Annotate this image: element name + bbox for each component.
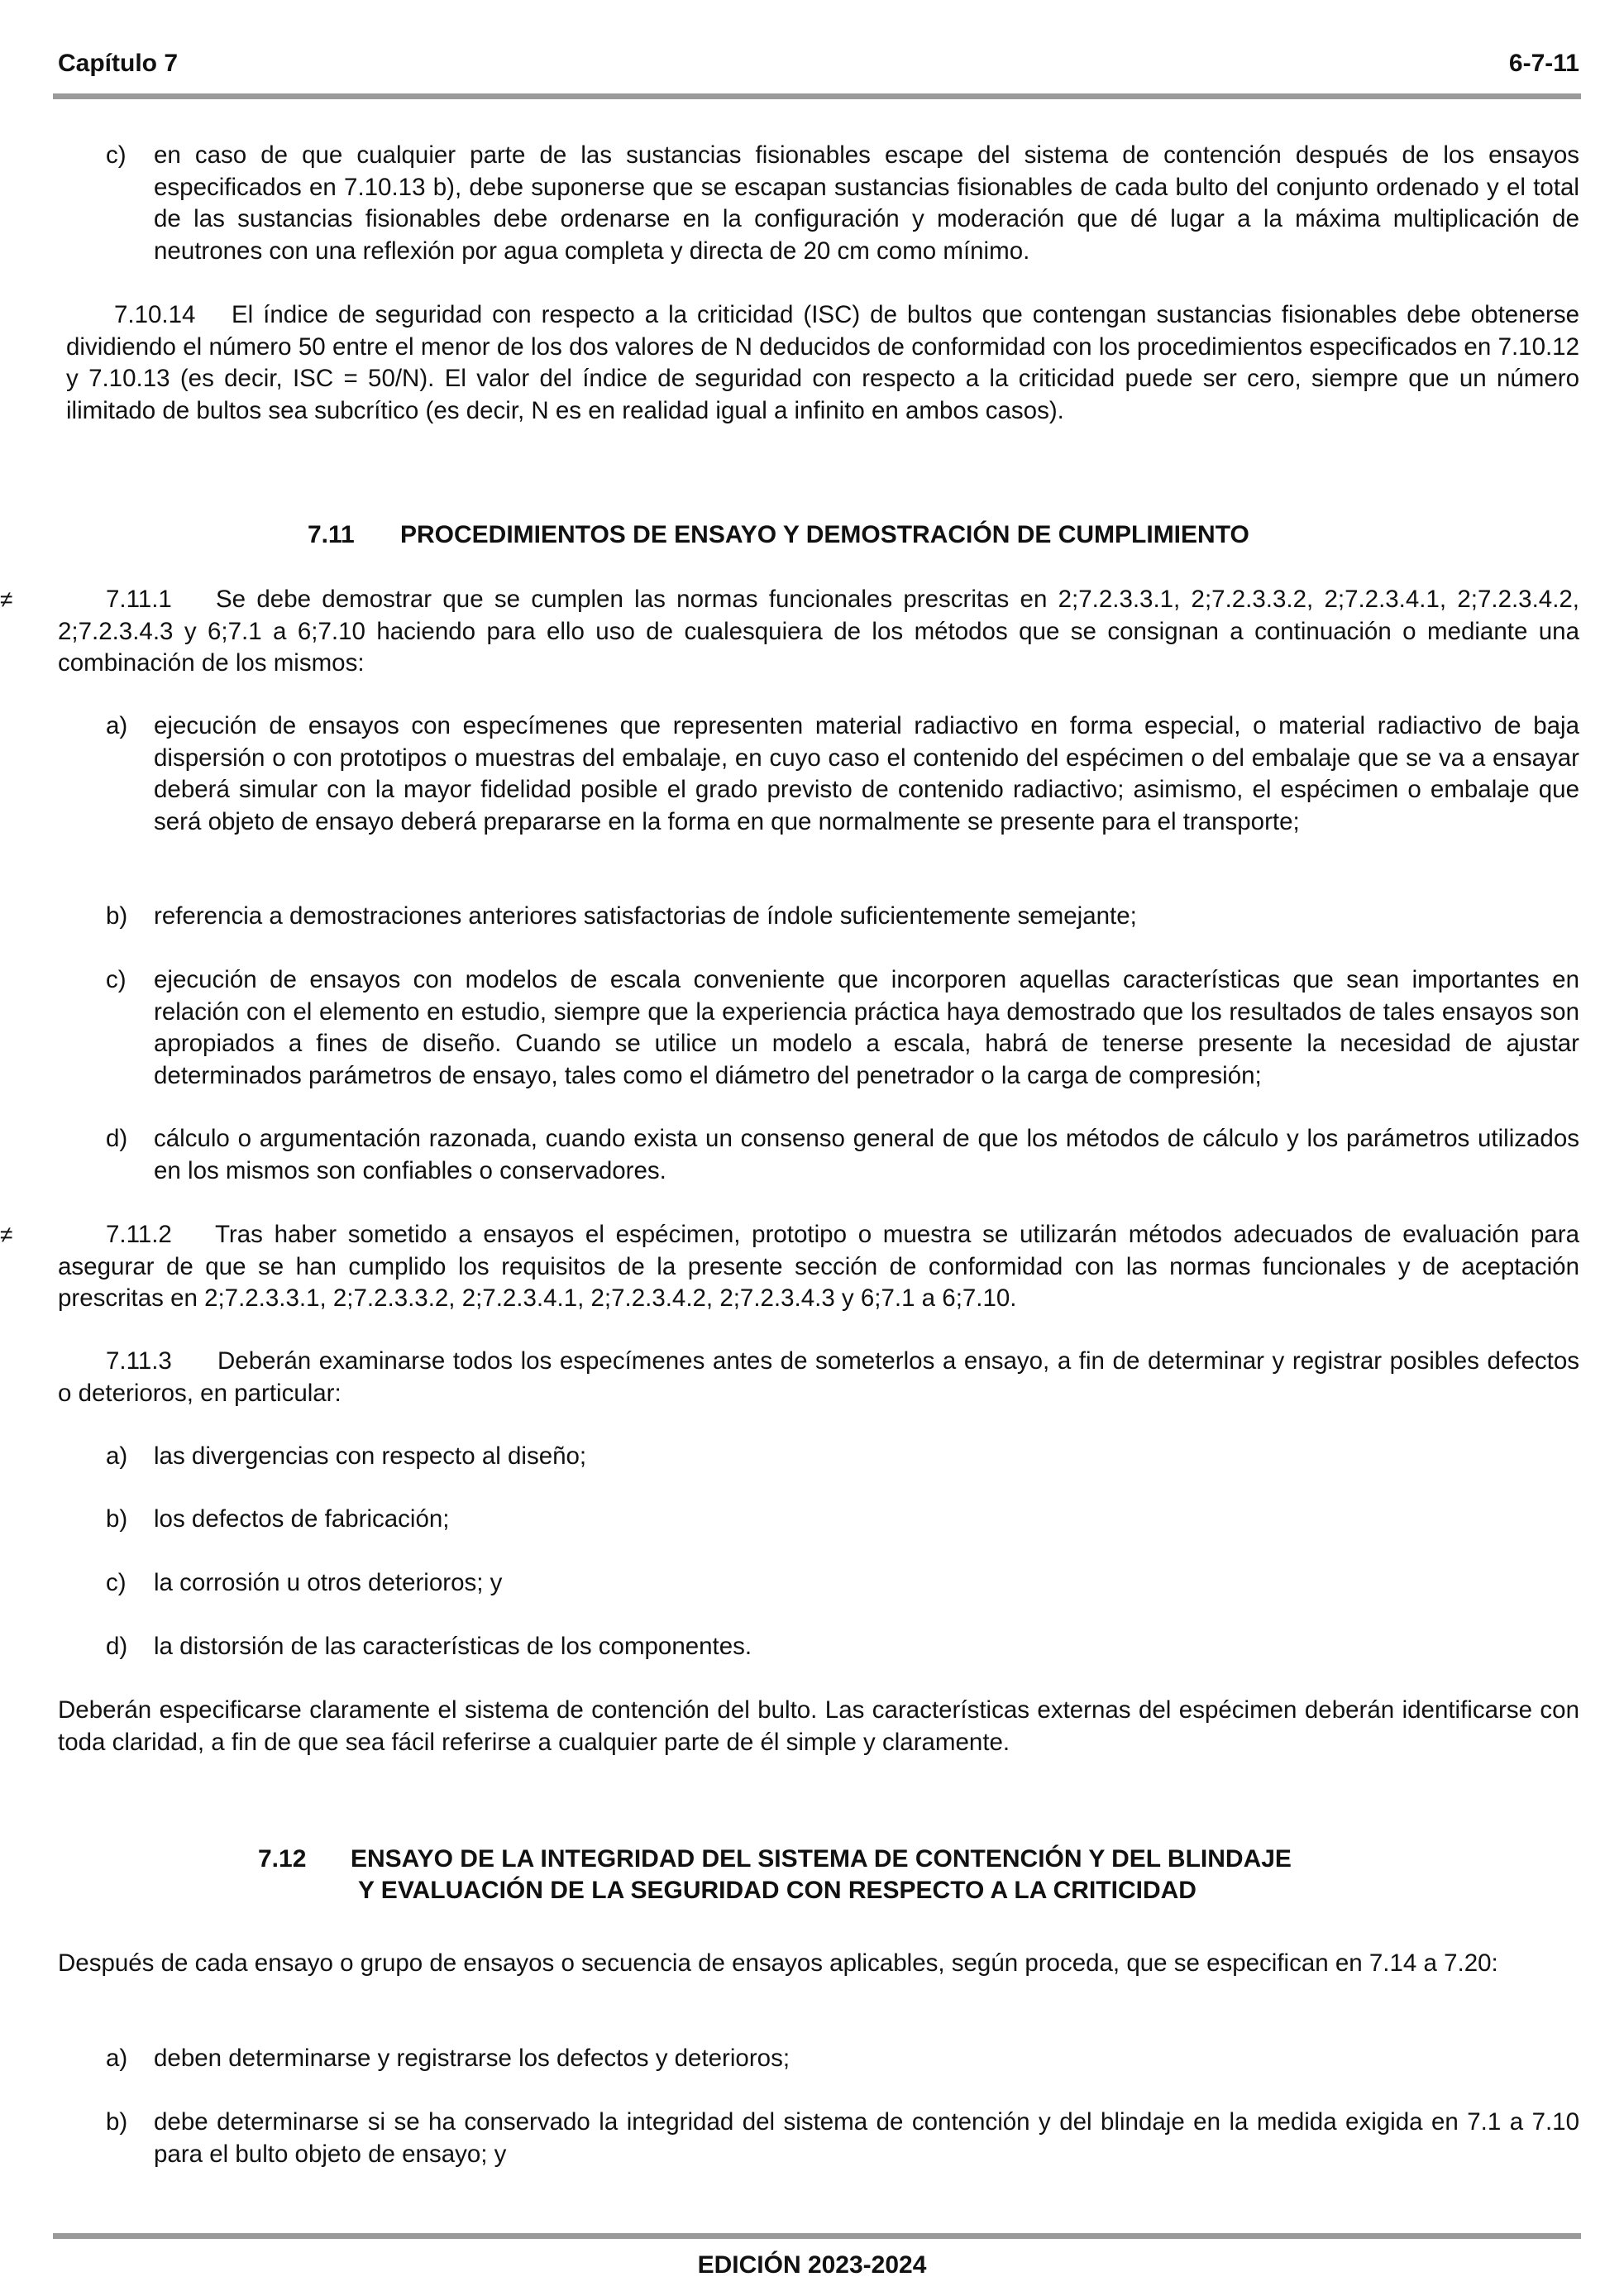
list-item	[106, 901, 1579, 933]
list-item-text: ejecución de ensayos con especímenes que representen material radiactivo en forma especial, o material radiactivo de baja dispersión o con prototipos o muestras del embalaje, en cuyo caso el contenido del espécimen o del embalaje que se va a ensayar deberá simular con la mayor fidelidad posible el grado previsto de contenido radiactivo; asimismo, el espécimen o embalaje que será objeto de ensayo deberá prepararse en la forma en que normalmente se presente para el transporte;	[154, 712, 1579, 835]
page-header	[58, 48, 1579, 79]
paragraph-number: 7.11.1	[106, 586, 172, 613]
list-item	[106, 710, 1579, 838]
list-item-text: los defectos de fabricación;	[154, 1505, 450, 1533]
list-item-text: debe determinarse si se ha conservado la integridad del sistema de contención y del blindaje en la medida exigida en 7.1 a 7.10 para el bulto objeto de ensayo; y	[154, 2108, 1579, 2168]
paragraph-number: 7.11.3	[106, 1347, 172, 1375]
paragraph-number: 7.11.2	[106, 1221, 172, 1248]
paragraph-7-11-3	[58, 1346, 1579, 1409]
closing-paragraph: Deberán especificarse claramente el sistema de contención del bulto. Las características externas del espécimen deberán identificarse con toda claridad, a fin de que sea fácil referirse a cualquier parte de él simple y claramente.	[58, 1696, 1579, 1756]
list-item-label: a)	[106, 2045, 128, 2072]
list-item-text: la corrosión u otros deterioros; y	[154, 1569, 503, 1596]
section-title-line-2: Y EVALUACIÓN DE LA SEGURIDAD CON RESPECTO A LA CRITICIDAD	[358, 1877, 1197, 1904]
list-item	[106, 140, 1579, 267]
list-item-label: a)	[106, 1442, 128, 1470]
paragraph-7-11-1	[58, 584, 1579, 680]
list-item-text: la distorsión de las características de los componentes.	[154, 1633, 752, 1660]
edition-label: EDICIÓN 2023-2024	[697, 2251, 927, 2279]
list-item-text: referencia a demostraciones anteriores satisfactorias de índole suficientemente semejante;	[154, 902, 1137, 930]
list-item-label: a)	[106, 712, 128, 739]
footer-rule	[53, 2233, 1581, 2239]
list-item	[106, 2107, 1579, 2170]
section-title: PROCEDIMIENTOS DE ENSAYO Y DEMOSTRACIÓN DE CUMPLIMIENTO	[400, 521, 1249, 548]
page-reference: 6-7-11	[1508, 50, 1579, 77]
paragraph-number: 7.10.14	[114, 301, 196, 328]
change-mark: ≠	[0, 1222, 13, 1247]
chapter-title: Capítulo 7	[58, 50, 179, 77]
intro-paragraph-7-12: Después de cada ensayo o grupo de ensayos o secuencia de ensayos aplicables, según proceda, que se especifican en 7.14 a 7.20:	[58, 1949, 1498, 1977]
list-item-label: c)	[106, 966, 127, 993]
list-item-text: en caso de que cualquier parte de las sustancias fisionables escape del sistema de contención después de los ensayos especificados en 7.10.13 b), debe suponerse que se escapan sustancias fisionables de cada bulto del conjunto ordenado y el total de las sustancias fisionables debe ordenarse en la configuración y moderación que dé lugar a la máxima multiplicación de neutrones con una reflexión por agua completa y directa de 20 cm como mínimo.	[154, 141, 1579, 265]
paragraph-text: Se debe demostrar que se cumplen las normas funcionales prescritas en 2;7.2.3.3.1, 2;7.2.3.3.2, 2;7.2.3.4.1, 2;7.2.3.4.2, 2;7.2.3.4.3 y 6;7.1 a 6;7.10 haciendo para ello uso de cualesquiera de los métodos que se consignan a continuación o mediante una combinación de los mismos:	[58, 586, 1579, 677]
paragraph-7-10-14	[66, 299, 1579, 427]
list-item-label: d)	[106, 1633, 128, 1660]
section-number: 7.12	[258, 1845, 307, 1873]
section-title-line-1: ENSAYO DE LA INTEGRIDAD DEL SISTEMA DE CONTENCIÓN Y DEL BLINDAJE	[351, 1845, 1292, 1873]
paragraph-text: El índice de seguridad con respecto a la criticidad (ISC) de bultos que contengan sustancias fisionables debe obtenerse dividiendo el número 50 entre el menor de los dos valores de N deducidos de conformidad con los procedimientos especificados en 7.10.12 y 7.10.13 (es decir, ISC = 50/N). El valor del índice de seguridad con respecto a la criticidad puede ser cero, siempre que un número ilimitado de bultos sea subcrítico (es decir, N es en realidad igual a infinito en ambos casos).	[66, 301, 1579, 424]
list-item-label: d)	[106, 1125, 128, 1152]
list-item	[106, 1504, 1579, 1536]
list-item	[106, 1567, 1579, 1600]
list-item-label: b)	[106, 1505, 128, 1533]
page-footer	[0, 2250, 1624, 2281]
header-rule	[53, 93, 1581, 99]
section-heading-7-12	[258, 1844, 1624, 1875]
list-item-label: b)	[106, 2108, 128, 2136]
list-item-label: c)	[106, 1569, 127, 1596]
list-item-text: cálculo o argumentación razonada, cuando exista un consenso general de que los métodos de cálculo y los parámetros utilizados en los mismos son confiables o conservadores.	[154, 1125, 1579, 1184]
list-item	[106, 1441, 1579, 1473]
section-number: 7.11	[308, 521, 355, 548]
list-item-label: c)	[106, 141, 127, 169]
change-mark: ≠	[0, 586, 13, 612]
list-item-text: deben determinarse y registrarse los defectos y deterioros;	[154, 2045, 791, 2072]
list-item-text: ejecución de ensayos con modelos de escala conveniente que incorporen aquellas características que sean importantes en relación con el elemento en estudio, siempre que la experiencia práctica haya demostrado que los resultados de tales ensayos son apropiados a fines de diseño. Cuando se utilice un modelo a escala, habrá de tenerse presente la necesidad de ajustar determinados parámetros de ensayo, tales como el diámetro del penetrador o la carga de compresión;	[154, 966, 1579, 1089]
list-item-text: las divergencias con respecto al diseño;	[154, 1442, 587, 1470]
section-heading-7-11	[308, 519, 1624, 551]
list-item-label: b)	[106, 902, 128, 930]
list-item	[106, 1631, 1579, 1663]
paragraph-text: Tras haber sometido a ensayos el espécimen, prototipo o muestra se utilizarán métodos adecuados de evaluación para asegurar de que se han cumplido los requisitos de la presente sección de conformidad con las normas funcionales y de aceptación prescritas en 2;7.2.3.3.1, 2;7.2.3.3.2, 2;7.2.3.4.1, 2;7.2.3.4.2, 2;7.2.3.4.3 y 6;7.1 a 6;7.10.	[58, 1221, 1579, 1312]
list-item	[106, 2043, 1579, 2075]
list-item	[106, 964, 1579, 1092]
list-item	[106, 1123, 1579, 1187]
paragraph-text: Deberán examinarse todos los especímenes antes de someterlos a ensayo, a fin de determinar y registrar posibles defectos o deterioros, en particular:	[58, 1347, 1579, 1407]
paragraph-7-11-2	[58, 1219, 1579, 1315]
